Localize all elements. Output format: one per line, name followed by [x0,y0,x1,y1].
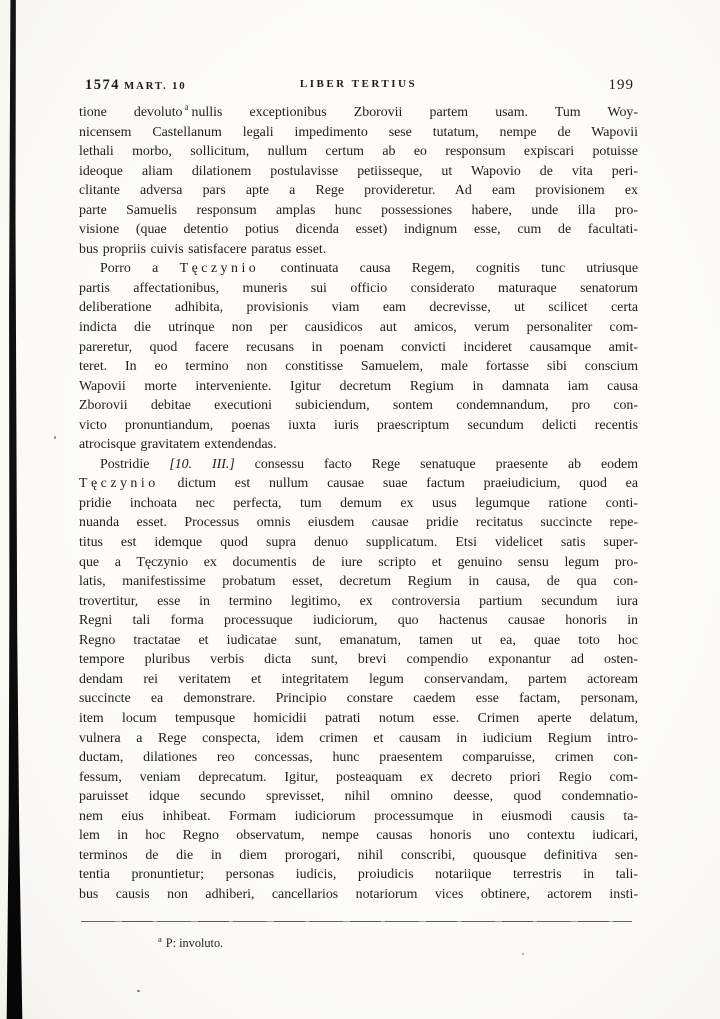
text-line: ductam, dilationes reo concessas, hunc praesentem comparuisse, crimen con- [79,750,638,766]
running-head-year: 1574 [85,77,120,93]
text-line: latis, manifestissime probatum esset, decretum Regium in causa, de qua con- [79,574,638,590]
text-line: paruisset idque secundo sprevisset, nihil omnino deesse, quod condemnatio- [79,789,638,805]
text-line: lem in hoc Regno observatum, nempe causas honoris uno contextu iudicari, [79,828,638,844]
scan-speck [54,436,56,439]
paragraph [79,259,638,454]
text-line: nicensem Castellanum legali impedimento sese tutatum, nempe de Wapovii [79,124,638,140]
text-line: victo pronuntiandum, poenas iuxta iuris praescriptum secundum delicti recentis [79,417,638,433]
text-line: bus propriis cuivis satisfacere paratus esset. [79,241,327,257]
text-line: visione (quae detentio potius dicenda esset) indignum esse, cum de facultati- [79,222,638,238]
binding-shadow [6,0,23,1019]
text-line: atrocisque gravitatem extendendas. [79,437,277,453]
text-line: titus est idemque quod supra denuo supplicatum. Etsi videlicet satis super- [79,535,638,551]
text-line: Zborovii debitae executioni subiciendum, sontem condemnandum, pro con- [79,398,638,414]
text-line: tentia pronuntietur; personas iudicis, proiudicis notariique terrestris in tali- [79,867,638,883]
text-line: Postridie [10. III.] consessu facto Rege senatuque praesente ab eodem [100,456,638,472]
scan-speck [522,953,524,955]
text-line: que a Tęczynio ex documentis de iure scripto et genuino sensu legum pro- [79,554,638,570]
text-line: trovertitur, esse in termino legitimo, ex controversia partium secundum iura [79,593,638,609]
footnote-ref-marker: a [184,102,189,113]
running-head-title: LIBER TERTIUS [299,78,418,90]
text-line: parte Samuelis responsum amplas hunc possessiones habere, unde illa pro- [79,202,638,218]
text-line: terminos de die in diem prorogari, nihil conscribi, quousque definitiva sen- [79,847,638,863]
scan-speck [137,990,140,992]
text-line: fessum, veniam deprecatum. Igitur, posteaquam ex decreto priori Regio com- [79,769,638,785]
text-line: clitante adversa pars apte a Rege provideretur. Ad eam provisionem ex [79,183,638,199]
running-head [79,76,638,98]
paragraph [79,103,638,259]
text-line: deliberatione adhibita, provisionis viam eam decrevisse, ut scilicet certa [79,300,638,316]
footnote-text: P: involuto. [165,936,224,950]
paragraph [79,455,638,905]
text-line: vulnera a Rege conspecta, idem crimen et causam in iudicium Regium intro- [79,730,638,746]
text-line: pareretur, quod facere recusans in poenam convicti incideret causamque amit- [79,339,638,355]
page-number: 199 [608,77,634,93]
footnote-rule [81,921,632,922]
text-line: teret. In eo termino non constitisse Samuelem, male fortasse sibi conscium [79,359,638,375]
footnote-marker: a [158,933,162,944]
text-line: Regno tractatae et iudicatae sunt, emanatum, tamen ut ea, quae toto hoc [79,632,638,648]
text-line: Tęczynio dictum est nullum causae suae factum praeiudicium, quod ea [79,476,638,492]
text-line: lethali morbo, sollicitum, nullum certum ab eo responsum expiscari potuisse [79,144,638,160]
text-line: indicta die utrinque non per causidicos aut amicos, verum personaliter com- [79,320,638,336]
body-text [79,103,638,904]
text-line: tione devoluto $^a$ nullis exceptionibus Zborovii partem usam. Tum Woy- [79,102,639,120]
text-line: succincte ea demonstrare. Principio constare caedem esse factam, personam, [79,691,638,707]
text-line: nuanda esset. Processus omnis eiusdem causae pridie recitatus succincte repe- [79,515,638,531]
running-head-month-day: MART. 10 [124,80,187,92]
editorial-date: [10. III.] [169,456,235,472]
text-line: Porro a Tęczynio continuata causa Regem, cognitis tunc utriusque [100,261,638,277]
text-line: partis affectationibus, muneris sui officio considerato maturaque senatorum [79,280,638,296]
text-line: dendam rei veritatem et integritatem legum conservandam, partem actoream [79,671,638,687]
text-line: item locum tempusque homicidii patrati notum esse. Crimen aperte delatum, [79,710,638,726]
footnote [158,933,224,951]
text-line: Wapovii morte interveniente. Igitur decretum Regium in damnata iam causa [79,378,638,394]
text-line: bus causis non adhiberi, cancellarios notariorum vices obtinere, actorem insti- [79,886,638,902]
letterspaced-name: Tęczynio [179,261,260,277]
text-line: ideoque aliam dilationem postulavisse petiisseque, ut Wapovio de vita peri- [79,163,638,179]
text-line: Regni tali forma processuque iudiciorum, quo hactenus causae honoris in [79,613,638,629]
letterspaced-name: Tęczynio [79,476,159,492]
text-line: pridie inchoata nec perfecta, tum demum ex usus legumque ratione conti- [79,495,638,511]
text-line: nem eius inhibeat. Formam iudiciorum processumque in eiusmodi causis ta- [79,808,638,824]
text-line: tempore pluribus verbis dicta sunt, brevi compendio exponantur ad osten- [79,652,638,668]
